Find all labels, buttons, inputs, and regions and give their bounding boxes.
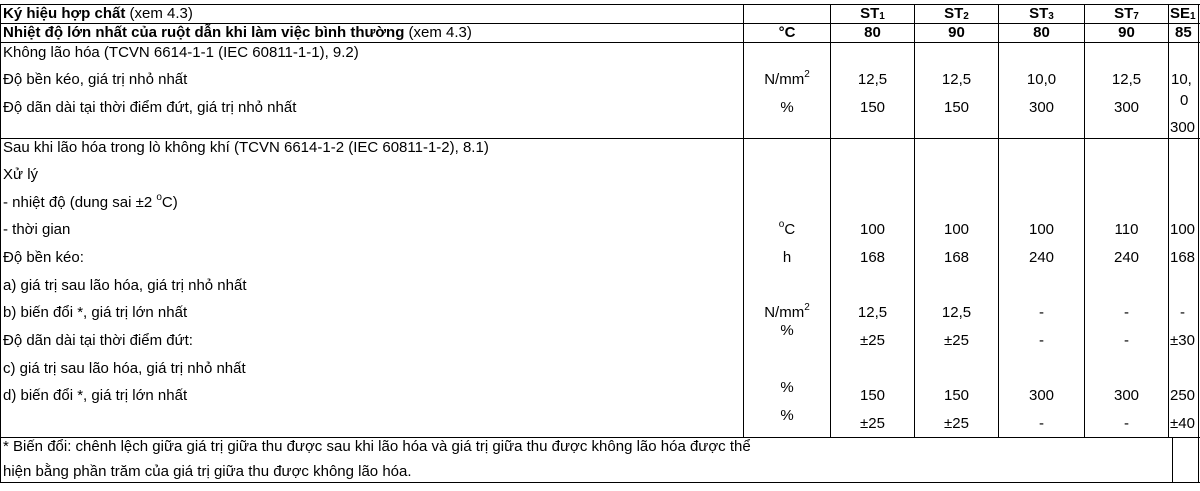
aged-elong-var-st2: ±25 [944, 415, 969, 432]
grid-line [0, 4, 1, 483]
aged-tensile-se1: - [1180, 304, 1185, 321]
grid-line [1168, 4, 1169, 438]
unit-celsius: $^o$C [778, 219, 796, 238]
unaged-tensile-unit: $N/mm^2$ [764, 69, 810, 88]
aged-temp-st7: 110 [1114, 221, 1139, 238]
max-temp-unit: °C [778, 24, 796, 41]
compound-st7: $ST_7$ [1114, 5, 1139, 22]
max-temp-note: (xem 4.3) [404, 24, 472, 41]
unaged-elong-label: Độ dãn dài tại thời điểm đứt, giá trị nhỏ nhất [3, 99, 297, 116]
compound-st1: $ST_1$ [860, 5, 885, 22]
aged-tensile-st3: - [1039, 304, 1044, 321]
aged-tensile-var-st1: ±25 [860, 332, 885, 349]
unaged-tensile-se1: 10, [1171, 71, 1192, 88]
unit-percent: % [780, 379, 794, 396]
aged-elong-var-se1: ±40 [1170, 415, 1195, 432]
footnote-line-1: * Biến đổi: chênh lệch giữa giá trị giữa thu được sau khi lão hóa và giá trị giữa thu được không lão hóa được thể [3, 438, 751, 455]
aged-temp-se1: 100 [1170, 221, 1196, 238]
compound-st2: $ST_2$ [944, 5, 969, 22]
aged-temp-st1: 100 [859, 221, 886, 238]
unaged-elong-unit: % [780, 99, 794, 116]
unaged-tensile-st3: 10,0 [1026, 71, 1057, 88]
aged-temp-st3: 100 [1028, 221, 1055, 238]
aged-title: Sau khi lão hóa trong lò không khí (TCVN 6614-1-2 (IEC 60811-1-2), 8.1) [3, 139, 489, 156]
aged-elong-label: Độ dãn dài tại thời điểm đứt: [3, 332, 193, 349]
max-temp-se1: 85 [1175, 24, 1192, 41]
aged-tensile-label: Độ bền kéo: [3, 249, 84, 266]
aged-tensile-var-se1: ±30 [1170, 332, 1195, 349]
aged-elong-st3: 300 [1028, 387, 1055, 404]
unaged-elong-st1: 150 [859, 99, 886, 116]
unaged-elong-se1: 0 [1180, 92, 1189, 109]
aged-hours-se1: 168 [1170, 249, 1196, 266]
aged-tensile-var-st7: - [1124, 332, 1129, 349]
grid-line [0, 482, 1200, 483]
aged-a-label: a) giá trị sau lão hóa, giá trị nhỏ nhất [3, 277, 247, 294]
footnote-line-2: hiện bằng phần trăm của giá trị giữa thu được không lão hóa. [3, 463, 412, 480]
aged-tensile-st1: 12,5 [857, 304, 888, 321]
aged-hours-st1: 168 [859, 249, 886, 266]
unaged-elong-st2: 150 [943, 99, 970, 116]
unit-percent: % [780, 322, 794, 339]
max-temp-st7: 90 [1118, 24, 1135, 41]
max-temp-st2: 90 [948, 24, 965, 41]
aged-tensile-st2: 12,5 [941, 304, 972, 321]
unaged-elong-st3: 300 [1028, 99, 1055, 116]
aged-temperature-label: - nhiệt độ (dung sai ±2 $^o$C) [3, 192, 178, 211]
unaged-tensile-st2: 12,5 [941, 71, 972, 88]
unit-hours: h [782, 249, 792, 266]
aged-elong-st1: 150 [859, 387, 886, 404]
aged-elong-st2: 150 [943, 387, 970, 404]
aged-hours-st7: 240 [1113, 249, 1140, 266]
aged-temp-st2: 100 [943, 221, 970, 238]
max-temp-st1: 80 [864, 24, 881, 41]
compound-label: Ký hiệu hợp chất [3, 5, 126, 22]
unit-nmm2: $N/mm^2$ [764, 302, 810, 321]
aged-elong-se1: 250 [1170, 387, 1196, 404]
unaged-tensile-st7: 12,5 [1111, 71, 1142, 88]
aged-tensile-st7: - [1124, 304, 1129, 321]
compound-st3: $ST_3$ [1029, 5, 1054, 22]
grid-line [0, 42, 1200, 43]
aged-duration-label: - thời gian [3, 221, 71, 238]
aged-tensile-var-st2: ±25 [944, 332, 969, 349]
aged-d-label: d) biến đổi *, giá trị lớn nhất [3, 387, 188, 404]
compound-label-row [3, 5, 193, 23]
aged-elong-var-st7: - [1124, 415, 1129, 432]
max-temp-label: Nhiệt độ lớn nhất của ruột dẫn khi làm việc bình thường [3, 24, 405, 41]
max-temp-label-row [3, 24, 472, 42]
aged-b-label: b) biến đổi *, giá trị lớn nhất [3, 304, 188, 321]
unaged-elong-se1-extra: 300 [1170, 119, 1196, 136]
aged-elong-st7: 300 [1113, 387, 1140, 404]
unaged-title: Không lão hóa (TCVN 6614-1-1 (IEC 60811-1-1), 9.2) [3, 44, 359, 61]
compound-se1: $SE_1$ [1170, 5, 1196, 22]
max-temp-st3: 80 [1033, 24, 1050, 41]
unit-percent: % [780, 407, 794, 424]
aged-treatment: Xử lý [3, 166, 39, 183]
aged-tensile-var-st3: - [1039, 332, 1044, 349]
unaged-tensile-st1: 12,5 [857, 71, 888, 88]
aged-hours-st3: 240 [1028, 249, 1055, 266]
aged-elong-var-st3: - [1039, 415, 1044, 432]
unaged-elong-st7: 300 [1113, 99, 1140, 116]
grid-line [1198, 4, 1199, 483]
aged-elong-var-st1: ±25 [860, 415, 885, 432]
unaged-tensile-label: Độ bền kéo, giá trị nhỏ nhất [3, 71, 188, 88]
aged-c-label: c) giá trị sau lão hóa, giá trị nhỏ nhất [3, 360, 246, 377]
aged-hours-st2: 168 [943, 249, 970, 266]
grid-line [1172, 437, 1173, 483]
compound-label-note: (xem 4.3) [125, 5, 193, 22]
